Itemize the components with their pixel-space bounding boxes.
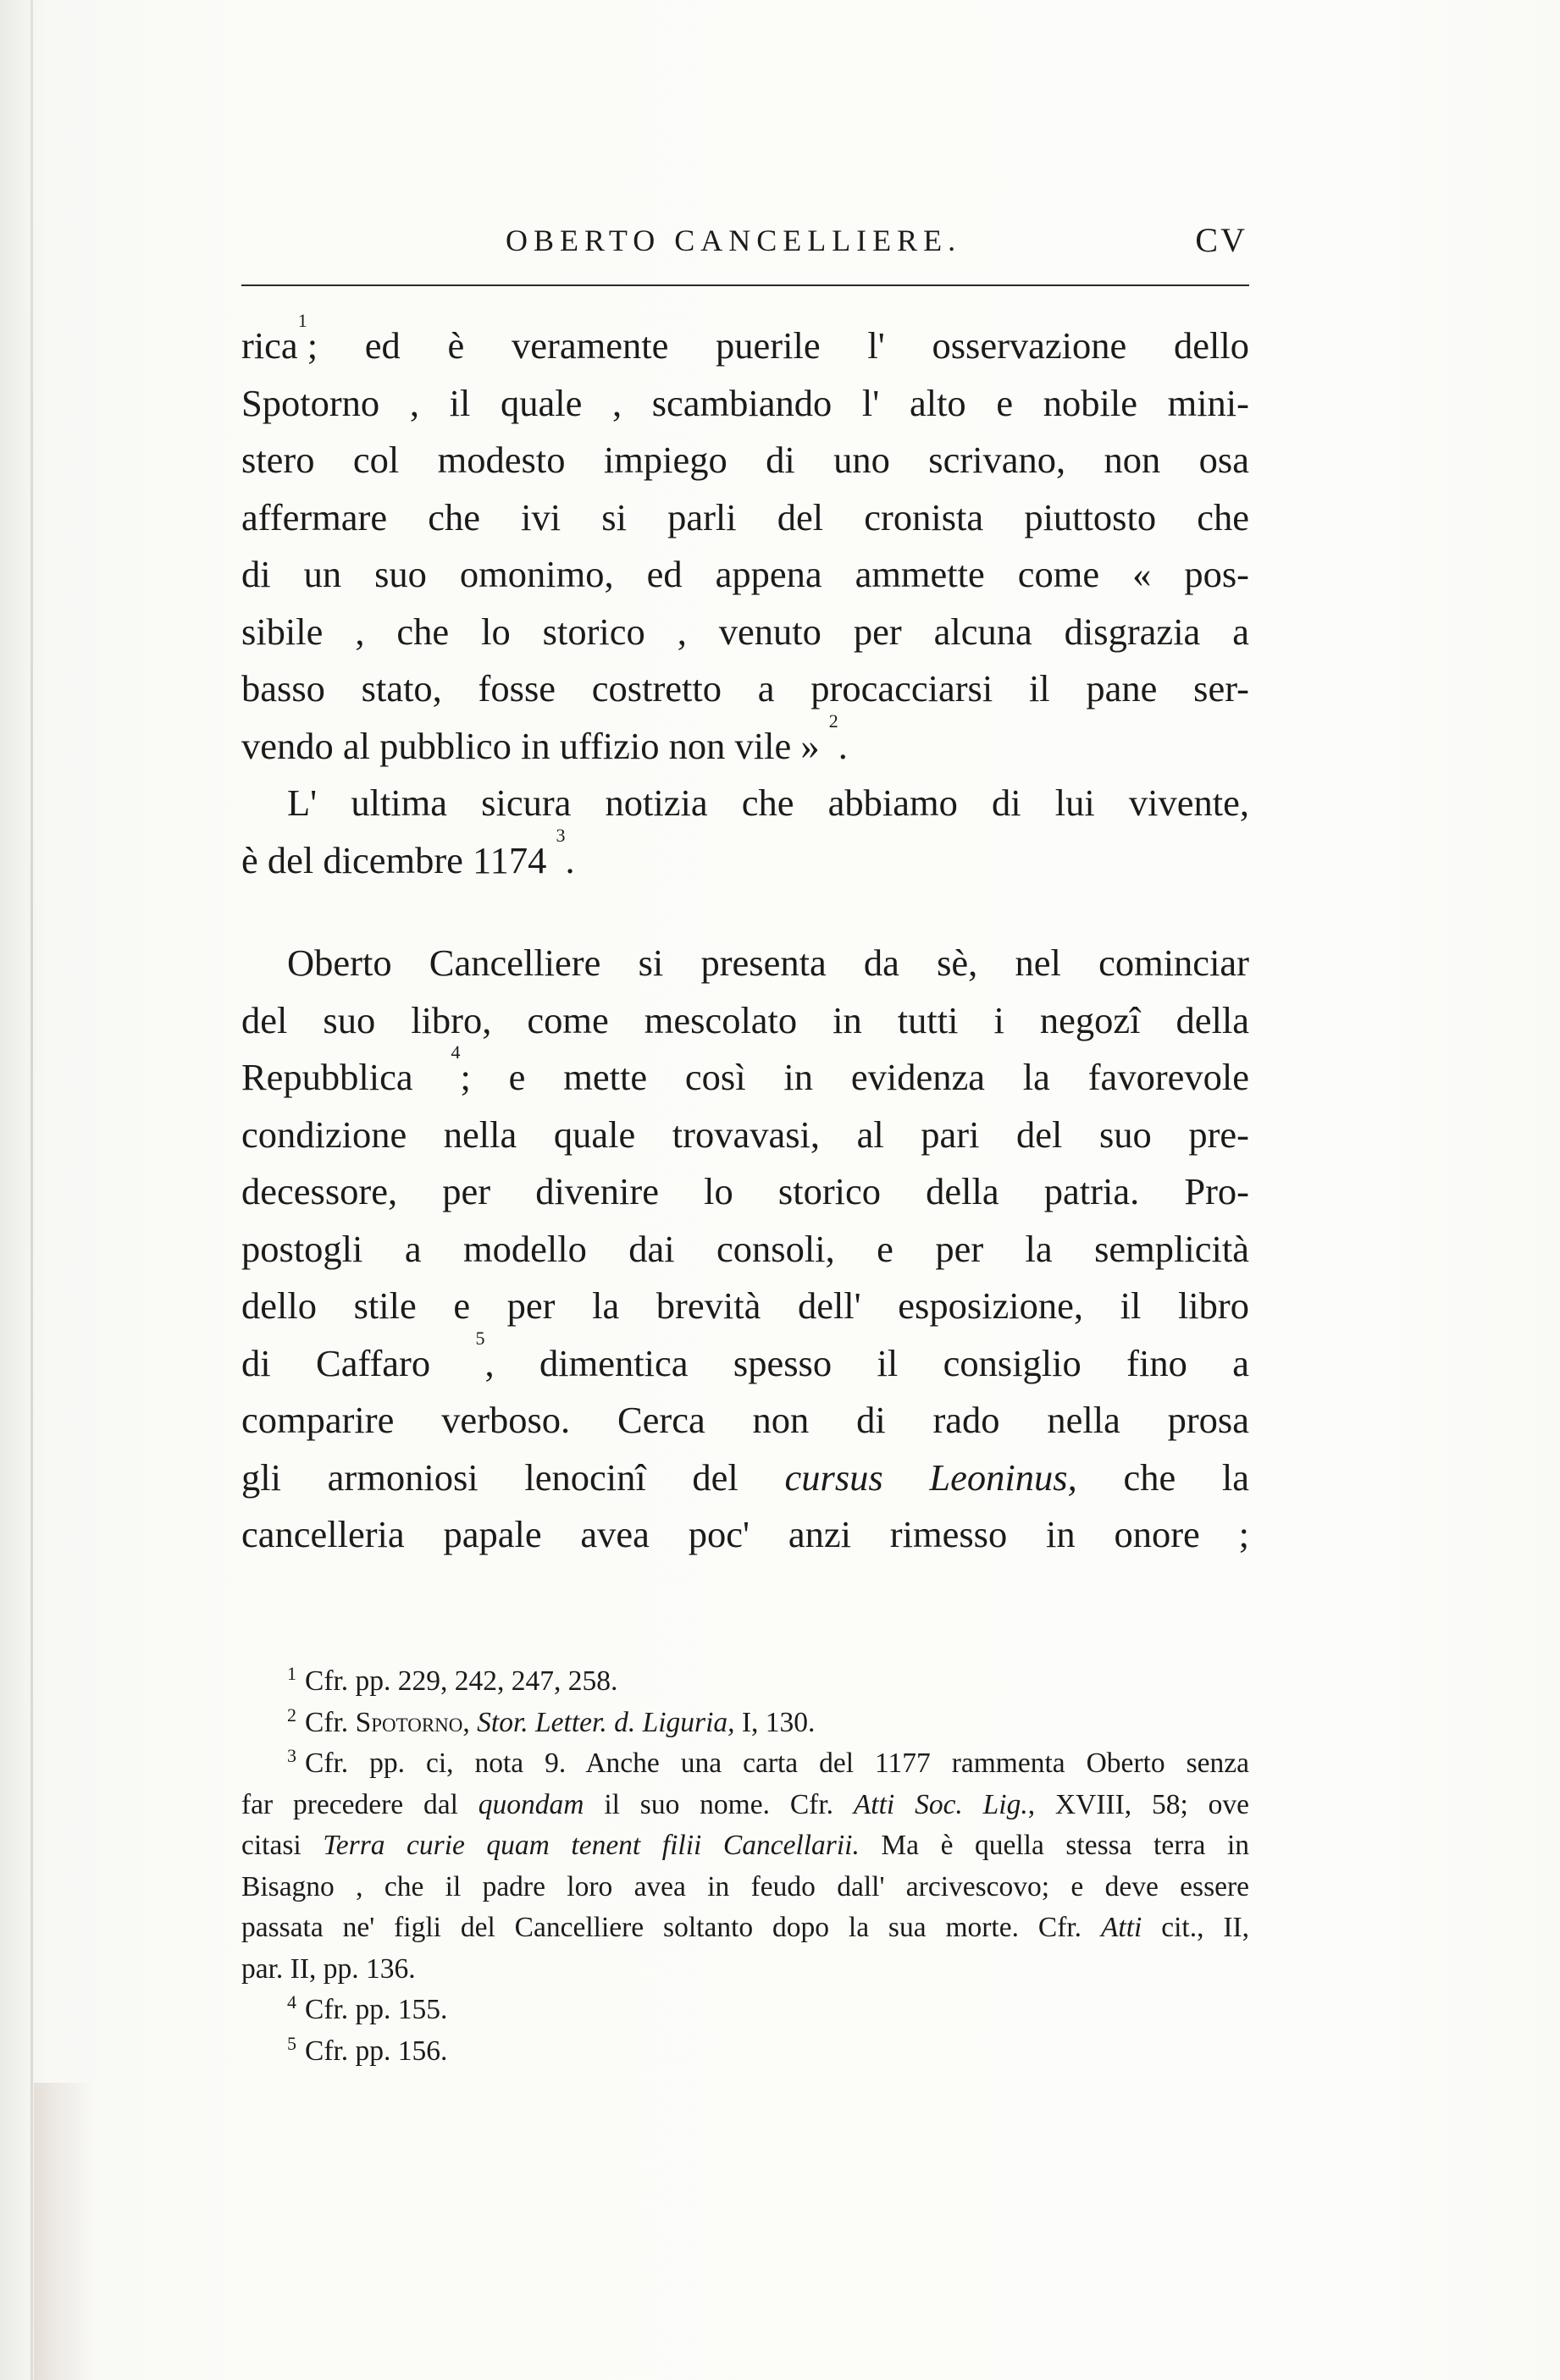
footnote-3-line: Bisagno , che il padre loro avea in feudo dall' arcivescovo; e deve essere bbox=[241, 1870, 1249, 1902]
paragraph-gap bbox=[241, 889, 1249, 935]
text-line: Spotorno , il quale , scambiando l' alto e nobile mini- bbox=[241, 381, 1249, 424]
footnote-3-line: passata ne' figli del Cancelliere soltanto dopo la sua morte. Cfr. Atti cit., II, bbox=[241, 1912, 1250, 1943]
binding-edge bbox=[30, 0, 33, 2380]
footnote-ref[interactable]: 4 bbox=[451, 1041, 461, 1063]
text-line: è del dicembre 1174 $^3$. bbox=[241, 824, 575, 881]
text-line: L' ultima sicura notizia che abbiamo di lui vivente, bbox=[287, 781, 1249, 824]
text-line: di Caffaro $^5$, dimentica spesso il consiglio fino a bbox=[241, 1327, 1250, 1384]
text-line: affermare che ivi si parli del cronista piuttosto che bbox=[241, 495, 1249, 538]
footnote-4: 4 Cfr. pp. 155. bbox=[287, 1991, 448, 2025]
text-line: cancelleria papale avea poc' anzi rimesso in onore ; bbox=[241, 1513, 1249, 1555]
footnote-ref[interactable]: 3 bbox=[556, 824, 566, 846]
footnote-3-line: par. II, pp. 136. bbox=[241, 1952, 416, 1985]
text-line: gli armoniosi lenocinî del cursus Leoninus, che la bbox=[241, 1455, 1250, 1499]
text-line: vendo al pubblico in uffizio non vile » $^2$. bbox=[241, 710, 848, 767]
running-head bbox=[241, 222, 1249, 273]
text-line: postogli a modello dai consoli, e per la semplicità bbox=[241, 1227, 1249, 1270]
footnote-3-line: citasi Terra curie quam tenent filii Cancellarii. Ma è quella stessa terra in bbox=[241, 1830, 1250, 1861]
paper-stain bbox=[34, 2083, 93, 2380]
page-number: CV bbox=[1195, 221, 1247, 259]
text-line: sibile , che lo storico , venuto per alcuna disgrazia a bbox=[241, 610, 1249, 653]
text-line: dello stile e per la brevità dell' esposizione, il libro bbox=[241, 1284, 1249, 1327]
footnotes bbox=[241, 1661, 1249, 2072]
footnote-2: 2 Cfr. Spotorno, Stor. Letter. d. Liguria, I, 130. bbox=[287, 1704, 816, 1738]
text-line: rica$^1$; ed è veramente puerile l' osservazione dello bbox=[241, 310, 1249, 367]
italic-term: cursus Leoninus, bbox=[784, 1455, 1077, 1499]
footnote-3-line: far precedere dal quondam il suo nome. Cfr. Atti Soc. Lig., XVIII, 58; ove bbox=[241, 1788, 1250, 1820]
footnote-5: 5 Cfr. pp. 156. bbox=[287, 2032, 448, 2067]
footnote-ref[interactable]: 5 bbox=[475, 1327, 485, 1349]
text-line: stero col modesto impiego di uno scrivano, non osa bbox=[241, 439, 1249, 481]
text-line: comparire verboso. Cerca non di rado nella prosa bbox=[241, 1399, 1249, 1441]
text-line: condizione nella quale trovavasi, al pari del suo pre- bbox=[241, 1113, 1249, 1156]
text-line: Oberto Cancelliere si presenta da sè, nel cominciar bbox=[287, 942, 1249, 984]
header-rule bbox=[241, 284, 1249, 286]
main-text bbox=[241, 310, 1250, 1564]
footnote-3: 3 Cfr. pp. ci, nota 9. Anche una carta del 1177 rammenta Oberto senza bbox=[287, 1745, 1249, 1779]
text-line: del suo libro, come mescolato in tutti i negozî della bbox=[241, 998, 1249, 1041]
text-line: Repubblica $^4$; e mette così in evidenza la favorevole bbox=[241, 1041, 1249, 1098]
text-line: decessore, per divenire lo storico della patria. Pro- bbox=[241, 1170, 1249, 1212]
footnote-1: 1 Cfr. pp. 229, 242, 247, 258. bbox=[287, 1663, 618, 1697]
text-line: di un suo omonimo, ed appena ammette come « pos- bbox=[241, 553, 1249, 595]
text-line: basso stato, fosse costretto a procacciarsi il pane ser- bbox=[241, 667, 1249, 710]
footnote-ref[interactable]: 1 bbox=[297, 310, 307, 331]
footnote-ref[interactable]: 2 bbox=[828, 710, 838, 732]
running-title: OBERTO CANCELLIERE. bbox=[506, 224, 962, 257]
